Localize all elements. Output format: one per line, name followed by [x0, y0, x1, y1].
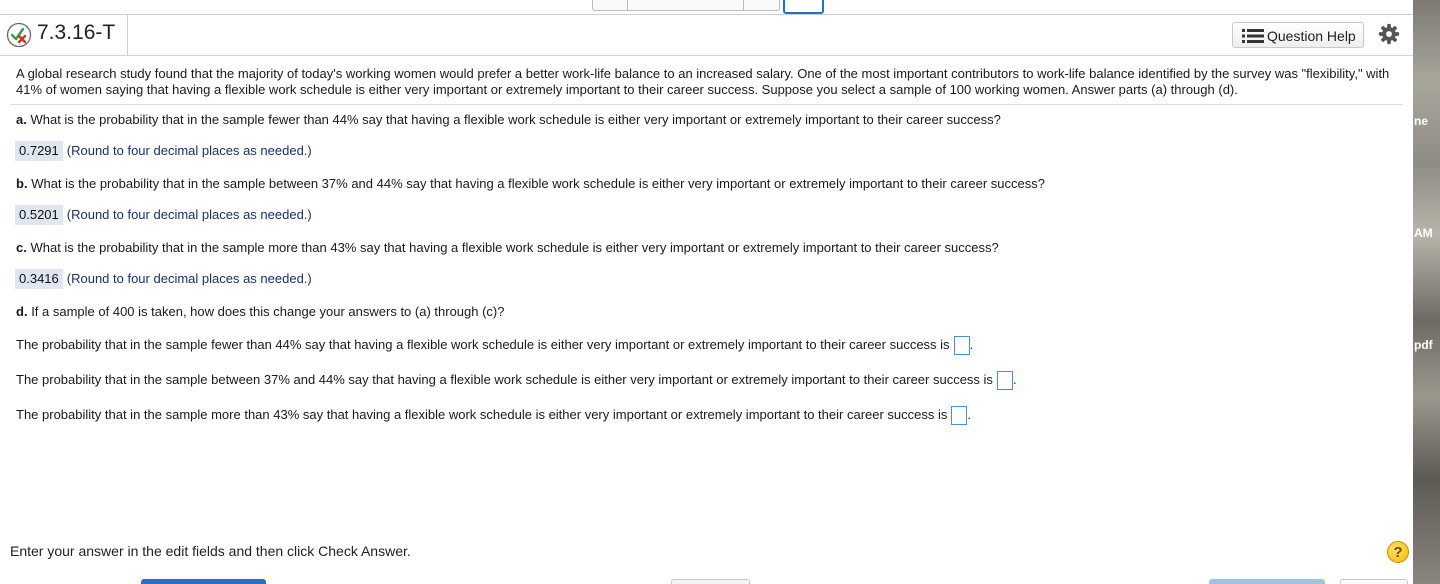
part-c-question: [16, 240, 999, 256]
part-b-hint: (Round to four decimal places as needed.): [66, 207, 312, 222]
clear-all-button[interactable]: [671, 579, 750, 584]
part-d-line-1-text: The probability that in the sample fewer than 44% say that having a flexible work schedule is either very important or extremely important to their career success is: [16, 337, 950, 352]
part-d-text: If a sample of 400 is taken, how does this change your answers to (a) through (c)?: [31, 304, 505, 319]
bottom-navigator[interactable]: [1340, 579, 1408, 584]
part-b-label: b.: [16, 176, 28, 191]
list-icon: [1242, 29, 1264, 43]
footer-instruction: Enter your answer in the edit fields and then click Check Answer.: [10, 543, 411, 559]
part-b-answer[interactable]: 0.5201: [15, 205, 63, 225]
part-d-line-2-text: The probability that in the sample between 37% and 44% say that having a flexible work schedule is either very important or extremely important to their career success is: [16, 372, 993, 387]
header-divider: [127, 15, 128, 55]
check-answer-button[interactable]: [1209, 579, 1325, 584]
part-a-answer[interactable]: 0.7291: [15, 141, 63, 161]
part-c-hint: (Round to four decimal places as needed.): [66, 271, 312, 286]
part-b-text: What is the probability that in the sample between 37% and 44% say that having a flexible work schedule is either very important or extremely important to their career success?: [31, 176, 1045, 191]
part-d-answer-input-3[interactable]: [951, 406, 967, 425]
part-a-hint: (Round to four decimal places as needed.): [66, 143, 312, 158]
top-status-strip: [0, 0, 1413, 15]
part-d-question: [16, 304, 505, 320]
question-navigator[interactable]: [592, 0, 780, 11]
part-b-answer-row: [15, 205, 312, 225]
part-a-label: a.: [16, 112, 27, 127]
part-a-text: What is the probability that in the sample fewer than 44% say that having a flexible work schedule is either very important or extremely important to their career success?: [30, 112, 1001, 127]
question-help-label: Question Help: [1267, 28, 1356, 44]
part-d-answer-input-1[interactable]: [954, 336, 970, 355]
desktop-fragment-3: pdf: [1414, 338, 1433, 352]
bottom-toolbar-cutoff: [0, 575, 1413, 584]
partial-credit-icon: [6, 22, 32, 48]
desktop-background: [1413, 0, 1440, 584]
help-icon[interactable]: ?: [1387, 541, 1409, 563]
part-d-line-3: The probability that in the sample more than 43% say that having a flexible work schedule is either very important or extremely important to their career success is .: [16, 406, 971, 425]
part-d-answer-input-2[interactable]: [997, 371, 1013, 390]
part-d-label: d.: [16, 304, 28, 319]
part-a-answer-row: [15, 141, 312, 161]
part-c-answer[interactable]: 0.3416: [15, 269, 63, 289]
part-d-line-1: The probability that in the sample fewer than 44% say that having a flexible work schedule is either very important or extremely important to their career success is .: [16, 336, 973, 355]
next-question-button[interactable]: [783, 0, 824, 14]
desktop-fragment-1: ne: [1414, 114, 1429, 128]
part-c-label: c.: [16, 240, 27, 255]
show-all-parts-button[interactable]: [141, 579, 266, 584]
gear-icon[interactable]: [1378, 23, 1400, 45]
problem-statement: A global research study found that the majority of today's working women would prefer a better work-life balance to an increased salary. One of the most important contributors to work-life balance identified by the survey was "flexibility," with 41% of women saying that having a flexible work schedule is either very important or extremely important to their career success. Suppose you select a sample of 100 working women. Answer parts (a) through (d).: [16, 66, 1390, 97]
part-d-line-2: The probability that in the sample between 37% and 44% say that having a flexible work schedule is either very important or extremely important to their career success is .: [16, 371, 1017, 390]
part-c-text: What is the probability that in the sample more than 43% say that having a flexible work schedule is either very important or extremely important to their career success?: [30, 240, 999, 255]
part-b-question: [16, 176, 1045, 192]
part-c-answer-row: [15, 269, 312, 289]
question-id: 7.3.16-T: [37, 21, 116, 44]
part-d-line-3-text: The probability that in the sample more than 43% say that having a flexible work schedule is either very important or extremely important to their career success is: [16, 407, 948, 422]
question-help-button[interactable]: [1232, 22, 1364, 48]
desktop-fragment-2: AM: [1414, 226, 1433, 240]
statement-divider: [10, 104, 1403, 105]
question-header: [0, 15, 1413, 56]
part-a-question: [16, 112, 1001, 128]
